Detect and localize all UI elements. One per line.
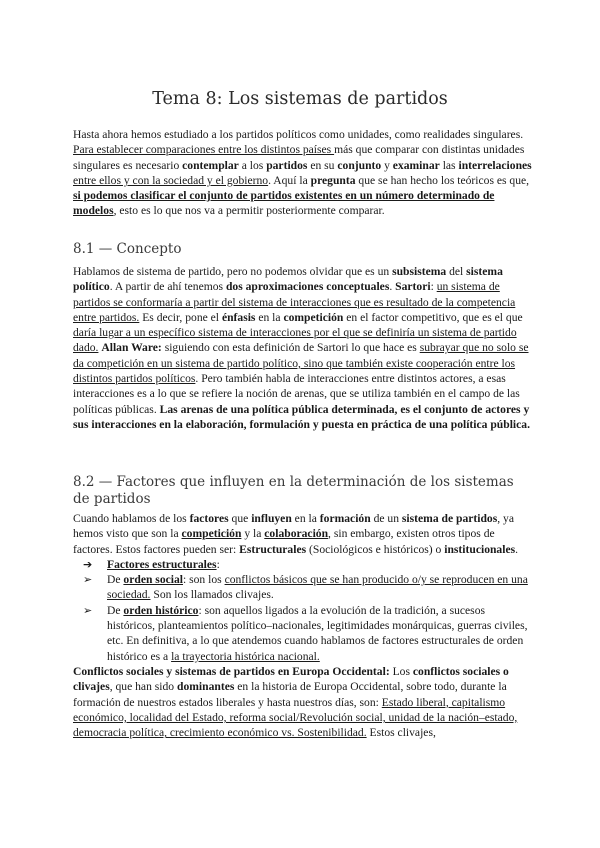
- text-run: a los: [238, 158, 267, 172]
- bold-text: partidos: [266, 158, 308, 172]
- text-run: que: [228, 512, 252, 525]
- bold-text: examinar: [392, 158, 440, 172]
- text-run: en la: [255, 310, 284, 324]
- bold-text: énfasis: [221, 310, 256, 324]
- bold-text: Conflictos sociales y sistemas de partidos en Europa Occidental:: [73, 664, 390, 678]
- bold-text: institucionales: [444, 542, 516, 556]
- text-run: y la: [241, 527, 265, 541]
- underlined-text: entre ellos y con la sociedad y el gobierno: [73, 173, 269, 187]
- page-title: Tema 8: Los sistemas de partidos: [152, 89, 448, 109]
- text-run: en su: [307, 158, 338, 172]
- list-item: [73, 557, 533, 572]
- arrowhead-bullet-icon: ➢: [83, 573, 93, 587]
- text-run: : son aquellos ligados a la evolución de la tradición, a sucesos históricos, planteamientos político–nacionales, legitimidades monárquicas, guerras civiles, etc. En definitiva, a lo que atendemos cuando hablamos de factores estructurales de orden histórico es a: [107, 603, 528, 663]
- bold-underlined-text: Factores estructurales: [107, 557, 217, 571]
- text-run: de un: [370, 512, 402, 525]
- text-run: .: [515, 542, 519, 556]
- bold-text: Las arenas de una política pública determinada, es el conjunto de actores y sus interacciones en la elaboración, formulación y puesta en práctica de una política pública.: [73, 402, 530, 431]
- bold-text: pregunta: [310, 173, 356, 187]
- list-item: [73, 603, 533, 664]
- bold-underlined-text: si podemos clasificar el conjunto de partidos existentes en un número determinado de modelos: [73, 189, 495, 218]
- text-run: :: [430, 280, 437, 294]
- text-run: , que han sido: [109, 680, 178, 694]
- text-run: las: [439, 158, 459, 172]
- bold-text: subsistema: [392, 265, 447, 278]
- text-run: De: [107, 573, 124, 587]
- text-run: Son los llamados clivajes.: [150, 588, 274, 602]
- bold-text: Allan Ware:: [101, 341, 162, 355]
- text-run: Hasta ahora hemos estudiado a los partidos políticos como unidades, como realidades singulares.: [73, 128, 524, 141]
- arrowhead-bullet-icon: ➢: [83, 603, 93, 617]
- bold-text: influyen: [251, 512, 292, 525]
- text-run: : son los: [183, 573, 225, 587]
- bold-text: factores: [189, 512, 229, 525]
- text-run: y: [381, 158, 393, 172]
- intro-paragraph: [73, 127, 533, 219]
- underlined-text: Para establecer comparaciones entre los distintos países: [73, 143, 335, 157]
- bold-text: formación: [319, 512, 371, 525]
- bold-text: conjunto: [337, 158, 382, 172]
- text-run: más que comparar con distintas unidades singulares es necesario: [73, 143, 525, 172]
- bold-underlined-text: orden social: [123, 573, 183, 587]
- bold-text: interrelaciones: [458, 158, 532, 172]
- underlined-text: conflictos básicos que se han producido o/y se reproducen en una sociedad.: [107, 573, 528, 602]
- text-run: , sin embargo, existen otros tipos de factores. Estos factores pueden ser:: [73, 527, 495, 556]
- bold-underlined-text: competición: [181, 527, 242, 541]
- bold-text: Sartori: [395, 280, 431, 294]
- text-run: Es decir, pone el: [139, 310, 222, 324]
- text-run: Hablamos de sistema de partido, pero no podemos olvidar que es un: [73, 265, 393, 278]
- text-run: en la: [291, 512, 320, 525]
- text-run: del: [446, 265, 467, 278]
- text-run: Los: [389, 664, 413, 678]
- bold-text: dos aproximaciones conceptuales: [225, 280, 390, 294]
- underlined-text: daría lugar a un específico sistema de interacciones por el que se definiría un sistema de partido dado.: [73, 326, 517, 355]
- underlined-text: un sistema de partidos se conformaría a partir del sistema de interacciones que es resultado de la competencia entre partidos.: [73, 280, 516, 324]
- text-run: (Sociológicos e históricos) o: [306, 542, 445, 556]
- text-run: . Aquí la: [268, 173, 311, 187]
- text-run: . Pero también habla de interacciones entre distintos actores, a esas interacciones es a lo que se refiere la noción de arenas, que se utiliza también en el campo de las políticas públicas.: [73, 372, 520, 416]
- factors-bullet-list: [73, 557, 533, 664]
- bold-text: contemplar: [182, 158, 239, 172]
- bold-text: sistema político: [73, 265, 503, 294]
- text-run: que se han hecho los teóricos es que,: [355, 173, 530, 187]
- bold-underlined-text: colaboración: [264, 527, 329, 541]
- bold-text: conflictos sociales o clivajes: [73, 664, 509, 694]
- text-run: Estos clivajes,: [366, 726, 436, 740]
- bold-underlined-text: orden histórico: [123, 603, 199, 617]
- text-run: en la historia de Europa Occidental, sobre todo, durante la formación de nuestros estados liberales y hasta nuestros días, son:: [73, 680, 507, 709]
- text-run: , ya hemos visto que son la: [73, 512, 514, 541]
- bold-text: dominantes: [177, 680, 235, 694]
- list-item: [73, 572, 533, 603]
- text-run: .: [389, 280, 396, 294]
- bold-text: sistema de partidos: [401, 512, 498, 525]
- bold-text: competición: [283, 310, 344, 324]
- arrow-bullet-icon: ➔: [83, 557, 93, 571]
- section-heading-factores: 8.2 — Factores que influyen en la determinación de los sistemas de partidos: [73, 474, 514, 507]
- underlined-text: la trayectoria histórica nacional.: [171, 649, 320, 663]
- section-heading-concepto: 8.1 — Concepto: [73, 241, 182, 257]
- text-run: siguiendo con esta definición de Sartori lo que hace es: [161, 341, 420, 355]
- text-run: . A partir de ahí tenemos: [109, 280, 226, 294]
- concepto-paragraph: [73, 264, 533, 432]
- text-run: en el factor competitivo, que es el que: [343, 310, 523, 324]
- factores-section: [73, 511, 533, 740]
- text-run: Cuando hablamos de los: [73, 512, 190, 525]
- underlined-text: subrayar que no solo se da competición en un sistema de partido político, sino que también existe cooperación entre los distintos partidos políticos: [73, 341, 529, 386]
- bold-text: Estructurales: [239, 542, 307, 556]
- underlined-text: Estado liberal, capitalismo económico, localidad del Estado, reforma social/Revolución social, unidad de la nación–estado, democracia política, crecimiento económico vs. Sostenibilidad.: [73, 695, 518, 740]
- text-run: :: [216, 557, 220, 571]
- text-run: , esto es lo que nos va a permitir posteriormente comparar.: [113, 204, 385, 218]
- text-run: De: [107, 603, 124, 617]
